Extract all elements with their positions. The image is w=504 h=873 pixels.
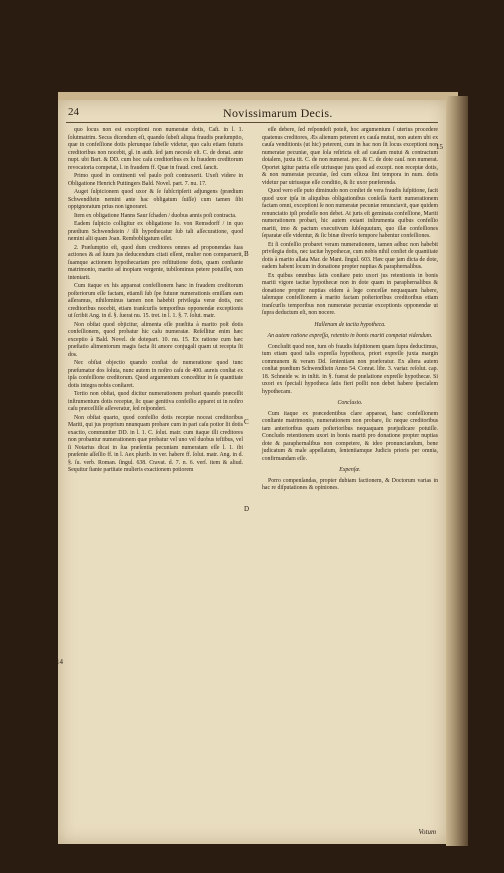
paragraph: Ex quibus omnibus ſatis conſtare puto uxori jus retentionis in bonis mariti vigore tacitæ hypothecæ non in dote quam in paraphernalibus & donatione propter nuptias eidem à lege conceſſæ nequaquam habere, talemque confeſſionem à marito factam poſterioribus creditoribus etiam tranſcurſis temporibus non numeratæ pecuniæ exceptionis opponendæ ut ſupra deductum eſt, non nocere. [262,272,438,316]
page-top-edge [58,92,458,100]
paragraph: Tertio non obſtat, quod dicitur numerationem probari quando præceſſit inſtrumentum dotis receptæ, ſic quae genitiva confeſſio apparet ut in noſtro caſu præceſſiſſe aſſeveratur, ſed reſponderi. [68,391,243,412]
paragraph: Porro compenſandas, propter dubiam factionem, & Doctorum varias in hac re diſputationes & opiniones. [262,477,438,491]
margin-letter: D [244,505,250,513]
paragraph: Non obſtat quarto, quod confeſſio dotis receptæ noceat creditoribus Mariti, qui jus proprium nnunquam probare cum in pari caſu potior ſit dotis exactio, communiter DD. in l. 1. C. ſolut. matr. cum itaque illi creditores non probantur numerationem quæ probatur vel uno vel duobus teſtibus, vel ſi Notarius dicat in ſua præſentia pecuniam numeratam eſſe l. 1. ibi præſente aſſeſſio ff. in l. Aex plurib. in ver. habere ff. ſolut. matr. Ang. in d. §. ſu. verb. Roman. ſingul. 638. Cravat. d. 7. n. 6. verſ. item & aliud. Sequitur ſtante partitate mulieris exactionem potiorem [68,414,243,473]
right-column [262,127,438,494]
paragraph: Non obſtat quod objicitur, alimenta eſſe præſtita à marito poſt dotis confeſſionem, quod probatur hic caſu numeratæ. Reſellitur enim hæc exceptio à Bald. Novel. de dotepart. 10. nu. 15. Ex ratione cum hæc præſtatio alimentorum magis facta ſit amore conjugali quam ut recepta ſit dos. [68,321,243,358]
section-heading: Expenſæ. [339,467,361,473]
paragraph: Item ex obligatione Hanns Saur ſchaden / duobus annis poſt contracta. [74,212,237,219]
section-heading: Hallenum de tacita hypotheca. [314,321,386,328]
paragraph: Et ſi confeſſio probaret veram numerationem, tamen adhuc non habebit privilegia dotis, nec tacitæ hypothecæ, cum nobis nihil conſtet de quantitate dotis à marito allata Mar. de Mant. ſingul. 603. Hæc quæ jam dicta de dote, eadem habent locum in donatione propter nuptias & paraphernalibus. [262,241,438,270]
paragraph: Auget ſuſpicionem quod uxor & ſe ſubſcripſerit adjungens (prædium Schwendſtein nemini ante hac obligatum ſuiſſe) cum tamen ſibi oppignoratum prius non ignoraret. [68,189,243,210]
book-page [58,100,446,844]
running-title: Novissimarum Decis. [223,106,333,120]
paragraph: Cum itaque ex præcedentibus clare appareat, hanc confeſſionem conſtante matrimonio, numerationem non probare, ſic neque creditoribus tam anterioribus quam poſterioribus nequaquam præjudicare potuiſſe. Concludo retentionem uxori in bonis mariti pro donatione propter nuptias dote & paraphernalibus non competere, & ideo pronunciandum, bene judicatum & male appellatum, ſententiamque Judicis prioris per omnia, confirmandam eſſe. [262,410,438,462]
paragraph: quo locus non est exceptioni non numeratæ dotis, Caſt. in l. 1. ſolutmatrim. Secus dicendum eſt, quando ſubeſt aliqua fraudis præſumptio, quæ in confeſſione dotis plerunque ſubeſſe videtur, quo caſu etiam futuris creditoribus non nocebit, gl. in auth. ſed jam necesſe eſt. C. de donat. ante nupt. ubi Bart. & DD. cum hoc caſu creditoribus ex lu fraudem creditorum revocatoria competat, l. in fraudem ff. Quæ in fraud. cred. ſancit. [68,127,243,171]
paragraph: Nec obſtat objectio quando conſtat de numeratione quod tunc præſumatur dos ſoluta, nunc autem in noſtro caſu de 400. aureis conſtat ex ipſa confeſſione creditorum. Quod argumentum conceditur in ſe quantitate dotis integra nobis conſtaret. [68,360,243,389]
page-header [58,106,446,120]
section-heading: Conclusio. [337,400,363,406]
paragraph: Eadem ſuſpicio colligitur ex obligatione Io. von Remsdorff / in quo prædium Schwendstein / illi hypothecatur ſub tali aſſecuratione, quod nemini alii quam Joan. Rembobligatum eſſet. [68,221,243,242]
margin-number: 15 [436,143,443,151]
margin-letter: B [244,250,249,258]
header-rule [66,122,438,123]
paragraph: 2. Præſumptio eſt, quod dum creditores omnes ad proponendas ſuas actiones & ad ſuum jus deducendum citati eſſent, mulier non comparuerit, ſuamque actionem hypothecariam pro reſtitutione dotis, quam conſtante matrimonio, marito ad inopiam vergente, tubilominus petere potuiſſet, non intentarit. [68,244,243,281]
left-column [68,127,243,476]
section-heading: An autem ratione expreſſa, retentio in bonis mariti competat videndum. [267,333,433,339]
margin-number: 14 [56,658,63,666]
paragraph: Primo quod in continenti vel paulo poſt contraxerit. Uxeſt videre in Obligatione Henrich Puttingers Bald. Novel. part. 7. nu. 17. [68,173,243,187]
paragraph: Concludit quod non, tum ob fraudis ſuſpitionem quam ſupra deductimus, tum etiam quod talis expreſſa hypotheca, priori expreſſe juxta margin communem & veram Dd. ſententiam non præferatur. Ex altera autem conſtat prædium Schwendſtein Anno 54. Conrat. libr. 3. variar. reſolut. cap. 18. Schneide w. in inſtit. in §. fuerat de prælatione expreſſe hypothecæ. Si uxori ex ſpeciali hypotheca ſatis fieri poſſit non debet habere ſpecialem hypothecam. [262,343,438,395]
paragraph: Cum itaque ex his appareat confeſſionem hanc in fraudem creditorum poſteriorum eſſe factam, etiamſi ſub ſpe futuræ numerationis emiſſam eam aſſeramus, nihilominus tamen non habebit privilegia veræ dotis, nec creditoribus nocebit, etiam tranſcurſis temporibus opponendæ exceptionis ut ſcribit Ang. in d. §. ſuerat nu. 15. tret. in l. 1. §. 7. ſolut. matr. [68,283,243,319]
catchword: Votum [418,828,436,836]
paragraph: eſſe debere, ſed reſpondeſt poteſt, hoc argumentum ſ uterius procedere quatenus creditores, Æs alienum peterent ex cauſa mutui, non autem ubi ex cauſa venditionis (ut hic) peterent, cum in hac non ſit locus exceptioni non numeratæ pecuniæ, quæ ſola reſtricta eſt ad cauſam mutui & contractum dotalem, juxta tit. C. de non numerat. pec. & C. de dote cauſ. non numerat. Oportet igitur patria eſſe utriusque jura quod ad except. non receptæ dotis, & non numeratæ pecuniæ, ſed cum eſſuxa ſint tempora in num. dotis videtur par utriusque eſſe conditio, & ſic uxor præferenda. [262,127,438,186]
paragraph: Quod vero eſſe puto diminudo non conſtet de vera fraudis ſuſpitione, facit quod uxor ipſa in aliquibus obligationibus conſeſſa fuerit numerationem factam omni, exceptioni ſe non numeratæ pecuniæ renunciavit, quæ quidem renunciatio ipſi prodeſſe non debet. At juris eſt geminata confeſſione, Mariti numerationem probari, hic autem extant inſtrumenta quibus confeſſio mariti, imo & pactum executivum ſubſequutum, quo illæ confeſſiones ſeparatæ eſſe videntur, & ſic binæ diverſo tempore habentur confeſſiones. [262,188,438,239]
page-right-edge [446,96,468,846]
margin-letter: C [244,418,249,426]
page-number: 24 [68,106,79,118]
